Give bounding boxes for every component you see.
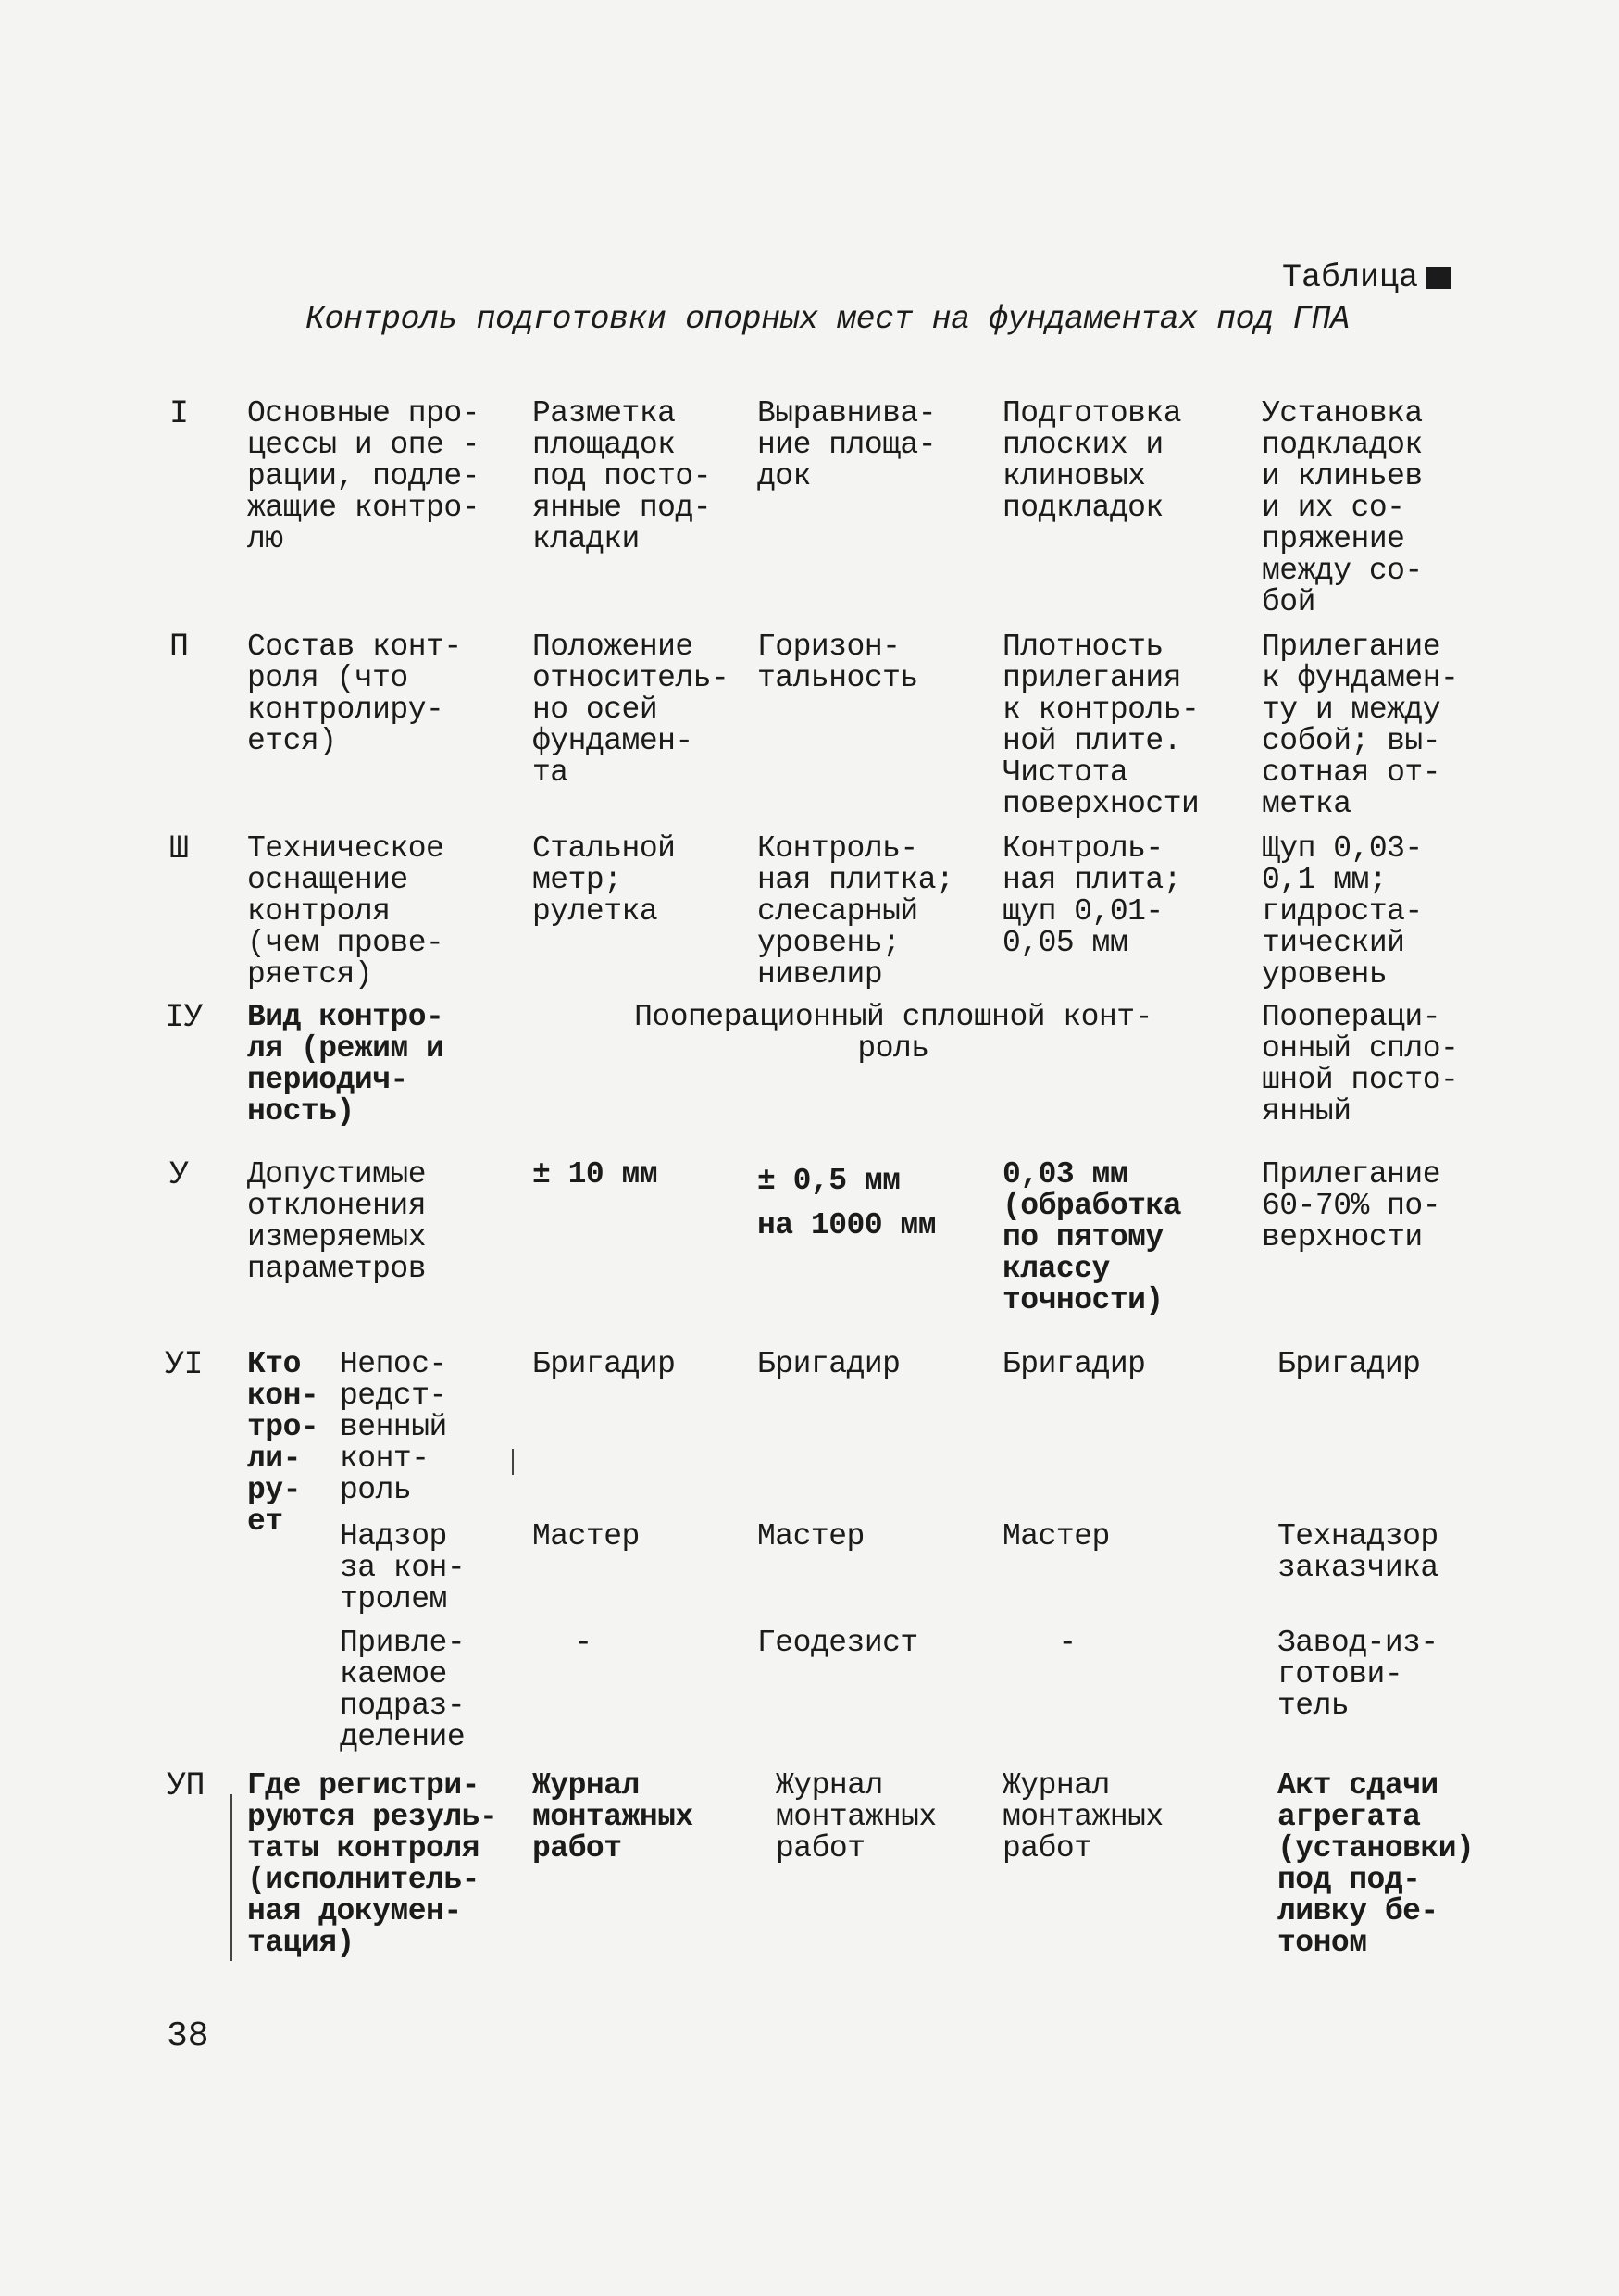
page-number: 38 bbox=[167, 2016, 209, 2056]
cell-c1: Положение относитель- но осей фундамен- та bbox=[532, 630, 729, 790]
cell-c3: Журнал монтажных работ bbox=[1003, 1768, 1164, 1866]
row-label: Основные про- цессы и опе - рации, подле- жащие контро- лю bbox=[247, 396, 479, 556]
cell-c4: Акт сдачи агрегата (установки) под под- ливку бе- тоном bbox=[1277, 1768, 1475, 1960]
cell-c4: Установка подкладок и клиньев и их со- пряжение между со- бой bbox=[1262, 396, 1423, 619]
cell-c4: Пооперaци- онный спло- шной посто- янный bbox=[1262, 1000, 1459, 1129]
row-label: Кто кон- тро- ли- ру- ет bbox=[247, 1347, 319, 1539]
cell-c4: Прилегание к фундамен- ту и между собой; вы- сотная от- метка bbox=[1262, 630, 1459, 821]
row-number: П bbox=[169, 629, 189, 666]
cell-c4: Бригадир bbox=[1277, 1347, 1421, 1381]
cell-c2: Геодезист bbox=[757, 1626, 918, 1660]
row-number: I bbox=[169, 395, 189, 432]
scan-mark bbox=[230, 1794, 232, 1961]
cell-c1: Бригадир bbox=[532, 1347, 676, 1381]
row-label: Вид контро- ля (режим и периодич- ность) bbox=[247, 1000, 444, 1129]
cell-c1: Журнал монтажных работ bbox=[532, 1768, 693, 1866]
cell-c1: - bbox=[574, 1626, 592, 1660]
row-number: УI bbox=[165, 1346, 204, 1383]
cell-c3: - bbox=[1058, 1626, 1077, 1660]
cell-c1: Разметка площадок под посто- янные под- кладки bbox=[532, 396, 712, 556]
sub-label: Привле- каемое подраз- деление bbox=[340, 1626, 466, 1754]
cell-c4: Технадзор заказчика bbox=[1277, 1519, 1438, 1585]
cell-c1: Мастер bbox=[532, 1519, 640, 1554]
cell-c2: Горизон- тальность bbox=[757, 630, 918, 695]
table-number-blot bbox=[1426, 267, 1451, 289]
cell-c4: Завод-из- готови- тель bbox=[1277, 1626, 1438, 1723]
row-number: Ш bbox=[169, 830, 189, 867]
cell-c3: 0,03 мм (обработка по пятому классу точности) bbox=[1003, 1157, 1182, 1317]
cell-c4: Щуп 0,03- 0,1 мм; гидроста- тический уровень bbox=[1262, 831, 1423, 992]
row-number: IУ bbox=[165, 999, 204, 1036]
cell-c3: Мастер bbox=[1003, 1519, 1110, 1554]
row-label: Состав конт- роля (что контролиру- ется) bbox=[247, 630, 462, 758]
cell-c2: Журнал монтажных работ bbox=[776, 1768, 937, 1866]
cell-c2: ± 0,5 мм на 1000 мм bbox=[757, 1164, 937, 1242]
row-number: УП bbox=[167, 1767, 205, 1804]
table-label: Таблица bbox=[1282, 259, 1451, 296]
cell-c1: ± 10 мм bbox=[532, 1157, 658, 1192]
cell-c3: Подготовка плоских и клиновых подкладок bbox=[1003, 396, 1182, 525]
table-title: Контроль подготовки опорных мест на фундаментах под ГПА bbox=[305, 301, 1350, 338]
sub-label: Надзор за кон- тролем bbox=[340, 1519, 466, 1616]
cell-c3: Плотность прилегания к контроль- ной плите. Чистота поверхности bbox=[1003, 630, 1200, 821]
row-number: У bbox=[169, 1156, 189, 1193]
row-label: Техническое оснащение контроля (чем прове- ряется) bbox=[247, 831, 444, 992]
sub-label: Непос- редст- венный конт- роль bbox=[340, 1347, 447, 1507]
cell-c1: Стальной метр; рулетка bbox=[532, 831, 676, 929]
cell-c4: Прилегание 60-70% по- верхности bbox=[1262, 1157, 1441, 1254]
cell-c2: Выравнива- ние площа- док bbox=[757, 396, 937, 493]
merged-cell: Пооперационный сплошной конт- роль bbox=[634, 1000, 1152, 1066]
cell-c3: Контроль- ная плита; щуп 0,01- 0,05 мм bbox=[1003, 831, 1182, 960]
cell-c2: Бригадир bbox=[757, 1347, 901, 1381]
row-label: Допустимые отклонения измеряемых параметров bbox=[247, 1157, 427, 1286]
cell-c3: Бригадир bbox=[1003, 1347, 1146, 1381]
cell-c2: Мастер bbox=[757, 1519, 865, 1554]
cell-c2: Контроль- ная плитка; слесарный уровень; нивелир bbox=[757, 831, 954, 992]
scan-mark bbox=[512, 1449, 514, 1475]
row-label: Где регистри- руются резуль- таты контроля (исполнитель- ная докумен- тация) bbox=[247, 1768, 498, 1960]
